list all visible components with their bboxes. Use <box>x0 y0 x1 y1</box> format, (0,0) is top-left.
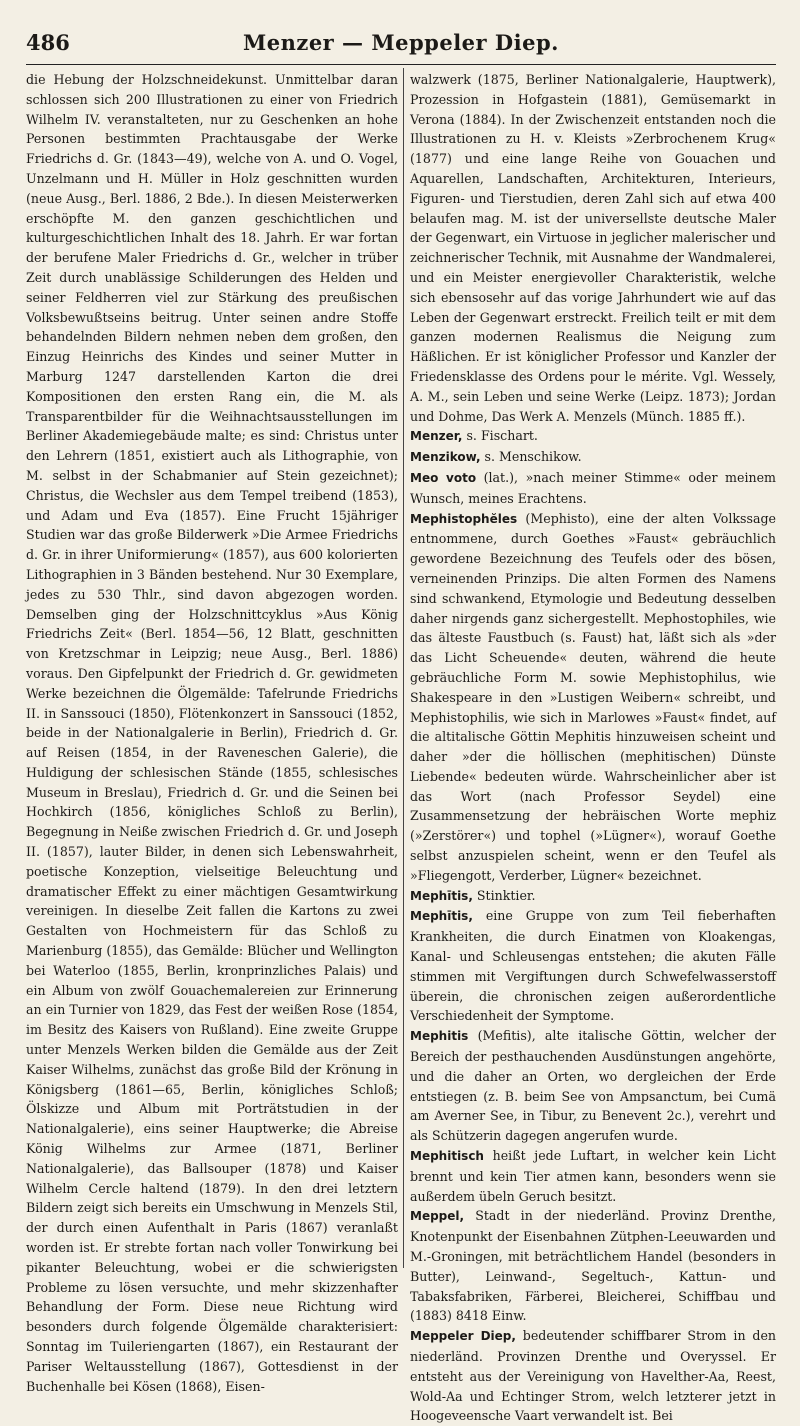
entry-mephitis-krankheit <box>410 906 776 1026</box>
entry-mephistopheles <box>410 509 776 886</box>
entry-text: (Mephisto), eine der alten Volkssage entnommene, durch Goethes »Faust« gebräuchlich gewordene Bezeichnung des Teufels oder des bösen, verneinenden Prinzips. Die alten Formen des Namens sind schwankend, Etymologie und Bedeutung desselben daher nirgends ganz sichergestellt. Mephostophiles, wie das älteste Faustbuch (s. Faust) hat, läßt sich als »der das Licht Scheuende« deuten, während die heute gebräuchliche Form M. sowie Mephistophilus, wie Shakespeare in den »Lustigen Weibern« schreibt, und Mephistophilis, wie sich in Marlowes »Faust« findet, auf die altitalische Göttin Mephitis hinzuweisen scheint und daher »der die höllischen (mephitischen) Dünste Liebende« bedeuten würde. Wahrscheinlicher aber ist das Wort (nach Professor Seydel) eine Zusammensetzung der hebräischen Worte mephiz (»Zerstörer«) und tophel (»Lügner«), worauf Goethe selbst anzuspielen scheint, wenn er den Teufel als »Fliegengott, Verderber, Lügner« bezeichnet. <box>410 510 776 883</box>
entry-text: Stadt in der niederländ. Provinz Drenthe, Knotenpunkt der Eisenbahnen Zütphen-Leeuwarden und M.-Groningen, mit beträchtlichem Handel (besonders in Butter), Leinwand-, Segeltuch-, Kattun- und Tabaksfabriken, Färberei, Bleicherei, Schiffbau und (1883) 8418 Einw. <box>410 1208 776 1324</box>
entry-text: Stinktier. <box>472 887 536 903</box>
page-header <box>26 30 776 64</box>
headword: Menzer, <box>410 429 463 444</box>
left-column <box>26 70 398 1394</box>
entry-mephitisch <box>410 1146 776 1206</box>
entry-text: (lat.), »nach meiner Stimme« oder meinem Wunsch, meines Erachtens. <box>410 469 776 506</box>
headword: Mephitis <box>410 1029 469 1044</box>
right-column <box>410 70 777 1424</box>
entry-text: bedeutender schiffbarer Strom in den niederländ. Provinzen Drenthe und Overyssel. Er entsteht aus der Vereinigung von Havelther-Aa, Reest, Wold-Aa und Echtinger Strom, welch letzterer jetzt in Hoogeveensche Vaart verwandelt ist. Bei <box>410 1328 777 1424</box>
menzel-entry-conclusion: walzwerk (1875, Berliner Nationalgalerie, Hauptwerk), Prozession in Hofgastein (1881), Gemüsemarkt in Verona (1884). In der Zwischenzeit entstanden noch die Illustrationen zu H. v. Kleists »Zerbrochenem Krug« (1877) und eine lange Reihe von Gouachen und Aquarellen, Landschaften, Architekturen, Interieurs, Figuren- und Tierstudien, deren Zahl sich auf etwa 400 belaufen mag. M. ist der universellste deutsche Maler der Gegenwart, ein Virtuose in jeglicher malerischer und zeichnerischer Technik, mit Ausnahme der Wandmalerei, und ein Meister energievoller Charakteristik, welche sich ebensosehr auf das vorige Jahrhundert wie auf das Leben der Gegenwart erstreckt. Freilich teilt er mit dem ganzen modernen Realismus die Neigung zum Häßlichen. Er ist königlicher Professor und Kanzler der Friedensklasse des Ordens pour le mérite. Vgl. Wessely, A. M., sein Leben und seine Werke (Leipz. 1873); Jordan und Dohme, Das Werk A. Menzels (Münch. 1885 ff.). <box>410 72 776 424</box>
headword: Mephītis, <box>410 909 473 924</box>
entry-text: heißt jede Luftart, in welcher kein Licht brennt und kein Tier atmen kann, besonders wenn sie außerdem übeln Geruch besitzt. <box>410 1148 776 1204</box>
headword: Mephitisch <box>410 1149 484 1164</box>
headword: Meppel, <box>410 1209 465 1224</box>
page-number: 486 <box>26 30 70 55</box>
entry-mephitis-goettin <box>410 1026 776 1146</box>
headword: Mephītis, <box>410 888 473 903</box>
headword: Meo voto <box>410 470 477 485</box>
entry-text: (Mefitis), alte italische Göttin, welcher der Bereich der pesthauchenden Ausdünstungen angehörte, und die daher an Orten, wo dergleichen der Erde entstiegen (z. B. beim See von Ampsanctum, bei Cumä am Averner See, in Tibur, zu Benevent 2c.), verehrt und als Schützerin dagegen angerufen wurde. <box>410 1028 776 1144</box>
menzel-entry-continuation: die Hebung der Holzschneidekunst. Unmittelbar daran schlossen sich 200 Illustrationen zu einer von Friedrich Wilhelm IV. veranstalteten, nur zu Geschenken an hohe Personen bestimmten Prachtausgabe der Werke Friedrichs d. Gr. (1843—49), welche von A. und O. Vogel, Unzelmann und H. Müller in Holz geschnitten wurden (neue Ausg., Berl. 1886, 2 Bde.). In diesen Meisterwerken erschöpfte M. den ganzen geschichtlichen und kulturgeschichtlichen Inhalt des 18. Jahrh. Er war fortan der berufene Maler Friedrichs d. Gr., welcher in trüber Zeit durch unablässige Schilderungen des Helden und seiner Feldherren viel zur Stärkung des preußischen Volksbewußtseins beitrug. Unter seinen andre Stoffe behandelnden Bildern nehmen neben dem großen, den Einzug Heinrichs des Kindes und seiner Mutter in Marburg 1247 darstellenden Karton die drei Kompositionen den ersten Rang ein, die M. als Transparentbilder für die Weihnachtsausstellungen im Berliner Akademiegebäude malte; es sind: Christus unter den Lehrern (1851, existiert auch als Lithographie, von M. selbst in der Schabmanier auf Stein gezeichnet); Christus, die Wechsler aus dem Tempel treibend (1853), und Adam und Eva (1857). Eine Frucht 15jähriger Studien war das große Bilderwerk »Die Armee Friedrichs d. Gr. in ihrer Uniformierung« (1857), aus 600 kolorierten Lithographien in 3 Bänden bestehend. Nur 30 Exemplare, jedes zu 530 Thlr., sind davon abgezogen worden. Demselben ging der Holzschnittcyklus »Aus König Friedrichs Zeit« (Berl. 1854—56, 12 Blatt, geschnitten von Kretzschmar in Leipzig; neue Ausg., Berl. 1886) voraus. Den Gipfelpunkt der Friedrich d. Gr. gewidmeten Werke bezeichnen die Ölgemälde: Tafelrunde Friedrichs II. in Sanssouci (1850), Flötenkonzert in Sanssouci (1852, beide in der Nationalgalerie in Berlin), Friedrich d. Gr. auf Reisen (1854, in der Raveneschen Galerie), die Huldigung der schlesischen Stände (1855, schlesisches Museum in Breslau), Friedrich d. Gr. und die Seinen bei Hochkirch (1856, königliches Schloß zu Berlin), Begegnung in Neiße zwischen Friedrich d. Gr. und Joseph II. (1857), lauter Bilder, in denen sich Lebenswahrheit, poetische Konzeption, vielseitige Beleuchtung und dramatischer Effekt zu einer mächtigen Gesamtwirkung vereinigen. In dieselbe Zeit fallen die Kartons zu zwei Gestalten von Hochmeistern für das Schloß zu Marienburg (1855), das Gemälde: Blücher und Wellington bei Waterloo (1855, Berlin, kronprinzliches Palais) und ein Album von zwölf Gouachemalereien zur Erinnerung an ein Turnier von 1829, das Fest der weißen Rose (1854, im Besitz des Kaisers von Rußland). Eine zweite Gruppe unter Menzels Werken bilden die Gemälde aus der Zeit Kaiser Wilhelms, zunächst das große Bild der Krönung in Königsberg (1861—65, Berlin, königliches Schloß; Ölskizze und Album mit Porträtstudien in der Nationalgalerie), eins seiner Hauptwerke; die Abreise König Wilhelms zur Armee (1871, Berliner Nationalgalerie), das Ballsouper (1878) und Kaiser Wilhelm Cercle haltend (1879). In den drei letztern Bildern zeigt sich bereits ein Umschwung in Menzels Stil, der durch einen Aufenthalt in Paris (1867) veranlaßt worden ist. Er strebte fortan nach voller Tonwirkung bei pikanter Beleuchtung, wobei er die schwierigsten Probleme zu lösen versuchte, und mehr skizzenhafter Behandlung der Form. Diese neue Richtung wird besonders durch folgende Ölgemälde charakterisiert: Sonntag im Tuileriengarten (1867), ein Restaurant der Pariser Weltausstellung (1867), Gottesdienst in der Buchenhalle bei Kösen (1868), Eisen- <box>26 72 398 1394</box>
entry-text: eine Gruppe von zum Teil fieberhaften Krankheiten, die durch Einatmen von Kloakengas, Kanal- und Schleusengas entstehen; die akuten Fälle stimmen mit Vergiftungen durch Schwefelwasserstoff überein, die chronischen zeigen außerordentliche Verschiedenheit der Symptome. <box>410 908 776 1024</box>
entry-meo-voto <box>410 468 776 509</box>
entry-menzer <box>410 426 776 447</box>
column-divider <box>403 68 404 1268</box>
entry-meppeler-diep <box>410 1326 776 1426</box>
headword: Menzikow, <box>410 450 481 465</box>
running-head: Menzer — Meppeler Diep. <box>243 30 559 55</box>
entry-meppel <box>410 1206 776 1326</box>
headword: Mephistophĕles <box>410 511 518 526</box>
entry-menzikow <box>410 447 776 468</box>
headword: Meppeler Diep, <box>410 1329 516 1344</box>
entry-mephitis-stinktier <box>410 886 776 907</box>
entry-text: s. Menschikow. <box>480 449 582 465</box>
header-rule <box>26 64 776 65</box>
entry-text: s. Fischart. <box>462 428 538 444</box>
